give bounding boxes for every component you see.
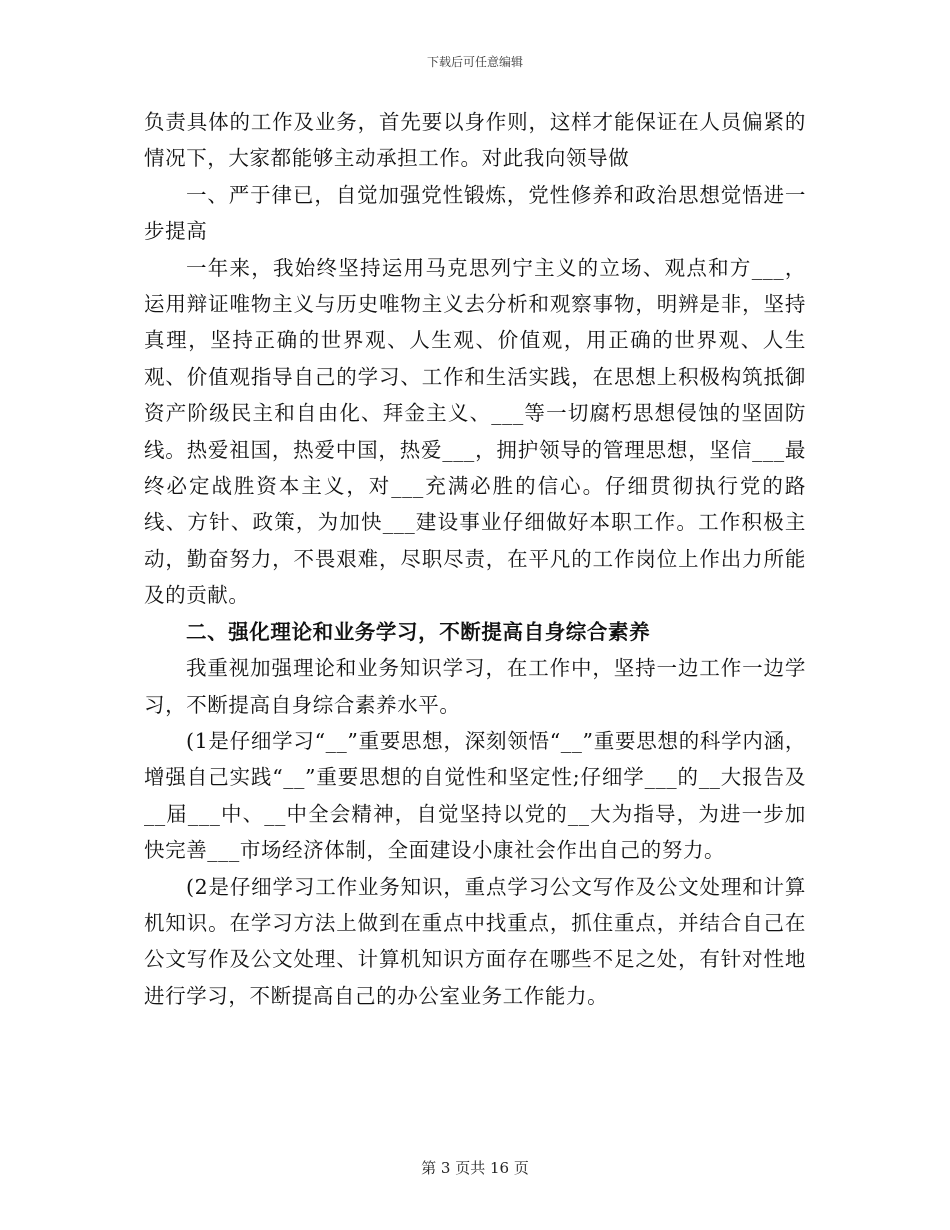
paragraph-intro: 负责具体的工作及业务，首先要以身作则，这样才能保证在人员偏紧的情况下，大家都能够主动承担工作。对此我向领导做 <box>144 110 806 171</box>
paragraph-section-2-intro: 我重视加强理论和业务知识学习，在工作中，坚持一边工作一边学习，不断提高自身综合素养水平。 <box>144 656 806 717</box>
paragraph-item-1: (1是仔细学习“__”重要思想，深刻领悟“__”重要思想的科学内涵，增强自己实践“__”重要思想的自觉性和坚定性;仔细学___的__大报告及__届___中、__中全会精神，自觉坚持以党的__大为指导，为进一步加快完善___市场经济体制，全面建设小康社会作出自己的努力。 <box>144 728 806 863</box>
section-heading-1: 一、严于律已，自觉加强党性锻炼，党性修养和政治思想觉悟进一步提高 <box>144 182 806 244</box>
document-body <box>144 104 806 1014</box>
page-header: 下载后可任意编辑 <box>426 55 523 69</box>
section-heading-2: 二、强化理论和业务学习，不断提高自身综合素养 <box>186 619 651 644</box>
paragraph-section-1-body: 一年来，我始终坚持运用马克思列宁主义的立场、观点和方___，运用辩证唯物主义与历史唯物主义去分析和观察事物，明辨是非，坚持真理，坚持正确的世界观、人生观、价值观，用正确的世界观、人生观、价值观指导自己的学习、工作和生活实践，在思想上积极构筑抵御资产阶级民主和自由化、拜金主义、___等一切腐朽思想侵蚀的坚固防线。热爱祖国，热爱中国，热爱___，拥护领导的管理思想，坚信___最终必定战胜资本主义，对___充满必胜的信心。仔细贯彻执行党的路线、方针、政策，为加快___建设事业仔细做好本职工作。工作积极主动，勤奋努力，不畏艰难，尽职尽责，在平凡的工作岗位上作出力所能及的贡献。 <box>144 255 806 608</box>
paragraph-item-2: (2是仔细学习工作业务知识，重点学习公文写作及公文处理和计算机知识。在学习方法上做到在重点中找重点，抓住重点，并结合自己在公文写作及公文处理、计算机知识方面存在哪些不足之处，有针对性地进行学习，不断提高自己的办公室业务工作能力。 <box>144 874 806 1008</box>
page-number-footer: 第 3 页共 16 页 <box>421 1159 529 1177</box>
